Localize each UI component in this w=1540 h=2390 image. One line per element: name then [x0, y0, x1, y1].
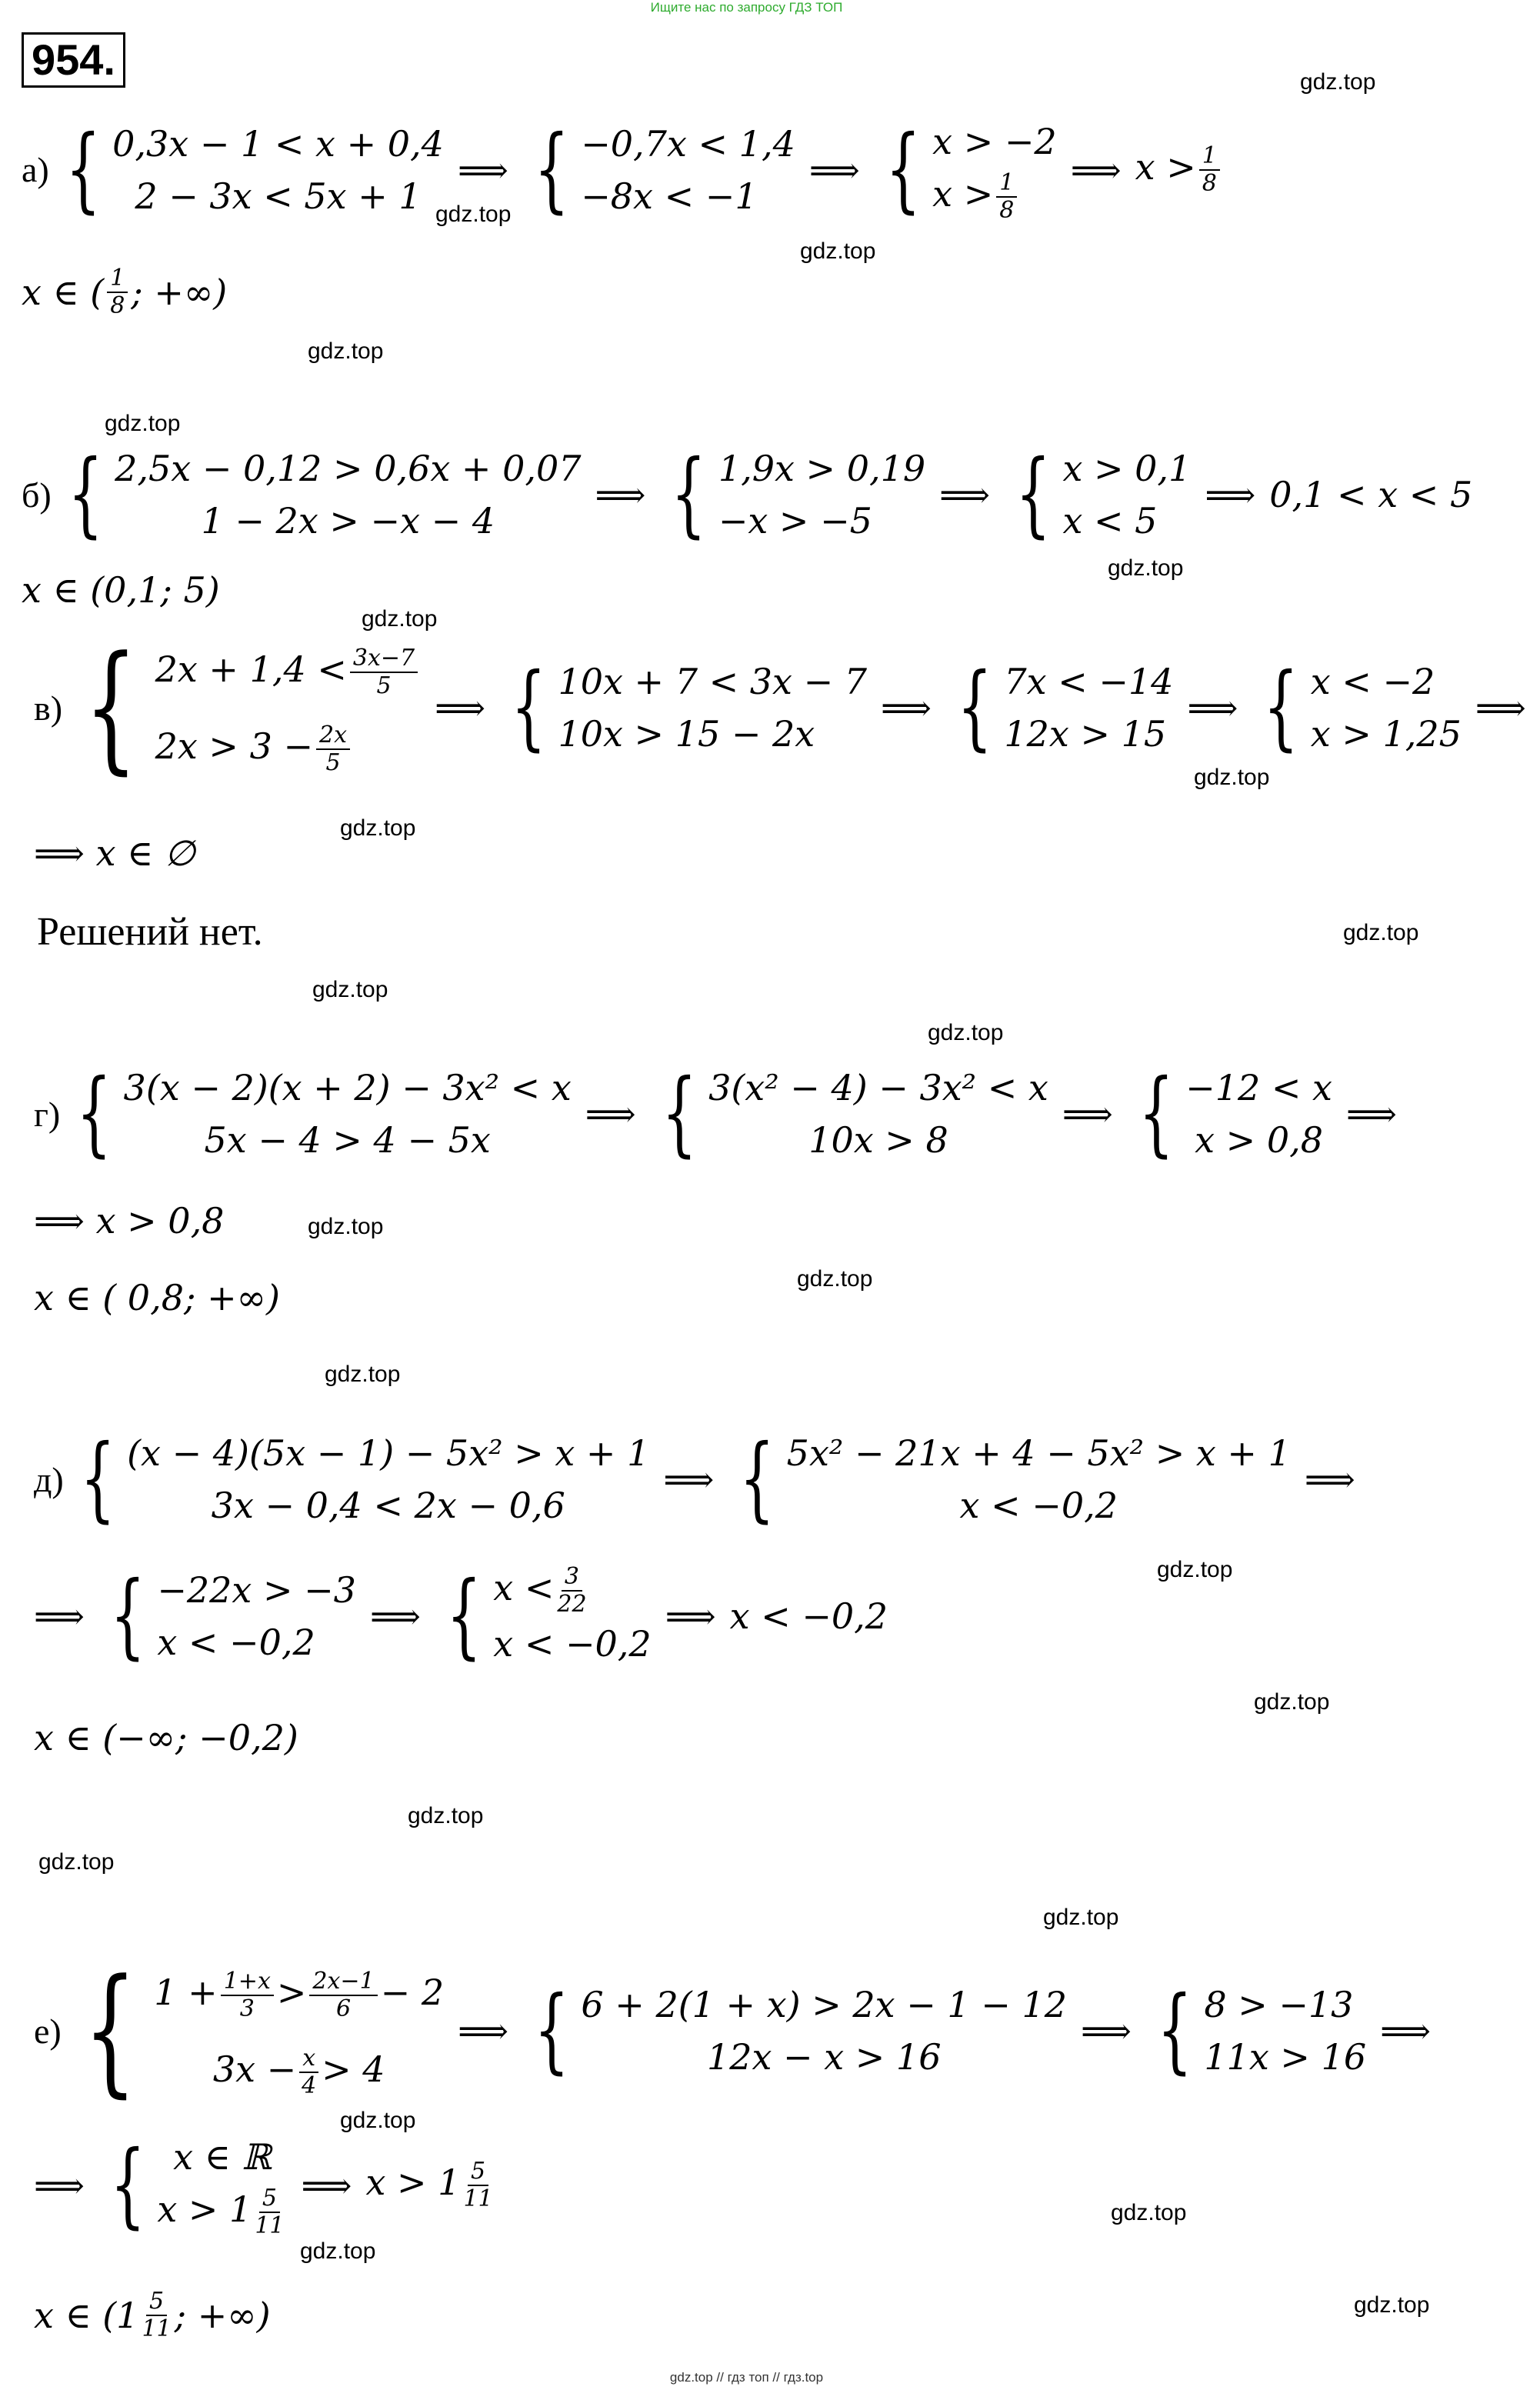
result: x > 1 $\frac{5}{11}$	[365, 2157, 493, 2212]
inequality: (x − 4)(5x − 1) − 5x² > x + 1	[127, 1432, 650, 1474]
result: x < −0,2	[729, 1595, 888, 1637]
implies-arrow: ⟹	[808, 148, 860, 191]
part-v-continuation: ⟹ x ∈ ∅	[34, 832, 195, 874]
inequality: 1 − 2x > −x − 4	[201, 500, 495, 542]
watermark: gdz.top	[362, 606, 438, 632]
implies-arrow: ⟹	[34, 2164, 85, 2206]
watermark: gdz.top	[928, 1020, 1004, 1045]
implies-arrow: ⟹	[1070, 148, 1122, 191]
watermark: gdz.top	[1254, 1689, 1330, 1715]
part-d-continuation: ⟹ { −22x > −3 x < −0,2 ⟹ { x < $\frac{3}{22}$ x < −0,2 ⟹ x < −0,2	[34, 1562, 888, 1669]
watermark: gdz.top	[800, 238, 876, 264]
inequality: 0,3x − 1 < x + 0,4	[112, 122, 444, 165]
part-d-answer: x ∈ (−∞; −0,2)	[34, 1717, 298, 1758]
implies-arrow: ⟹	[595, 474, 646, 515]
inequality: x < −0,2	[959, 1485, 1118, 1526]
watermark: gdz.top	[1300, 69, 1376, 95]
part-b-line: б) { 2,5x − 0,12 > 0,6x + 0,07 1 − 2x > −x − 4 ⟹ { 1,9x > 0,19 −x > −5 ⟹ { x > 0,1 x < 5 ⟹ 0,1 < x < 5	[22, 441, 1473, 548]
part-b-label: б)	[22, 475, 52, 515]
inequality: 10x > 8	[808, 1119, 948, 1161]
inequality: −8x < −1	[581, 175, 758, 217]
no-solution-text: Решений нет.	[37, 910, 263, 954]
inequality: x > 0,1	[1062, 448, 1192, 489]
inequality: 1 + $\frac{1+x}{3}$ > $\frac{2x-1}{6}$ − 2	[154, 1968, 445, 2022]
problem-number: 954.	[22, 32, 125, 88]
watermark: gdz.top	[1194, 765, 1270, 790]
watermark: gdz.top	[340, 2108, 416, 2133]
part-e-answer: x ∈ (1 $\frac{5}{11}$ ; +∞)	[34, 2288, 271, 2342]
watermark: gdz.top	[1157, 1557, 1233, 1582]
watermark: gdz.top	[797, 1266, 873, 1292]
implies-arrow: ⟹	[1380, 2010, 1432, 2052]
implies-arrow: ⟹	[665, 1595, 716, 1637]
inequality: −12 < x	[1185, 1067, 1332, 1108]
implies-arrow: ⟹	[1345, 1093, 1397, 1135]
inequality: x > −2	[932, 121, 1057, 162]
inequality: x < 5	[1062, 500, 1158, 542]
system	[54, 115, 444, 223]
inequality: 7x < −14	[1004, 661, 1174, 702]
implies-arrow: ⟹	[458, 2010, 509, 2052]
watermark: gdz.top	[408, 1803, 484, 1828]
inequality: 1,9x > 0,19	[718, 448, 926, 489]
implies-arrow: ⟹	[1187, 687, 1238, 728]
implies-arrow: ⟹	[663, 1458, 715, 1500]
part-v-line: в) { 2x + 1,4 < $\frac{3x-7}{5}$ 2x > 3 − $\frac{2x}{5}$ ⟹ { 10x + 7 < 3x − 7 10x > 15 − 2x ⟹ { 7x < −14 12x > 15 ⟹ { x < −2 x > 1,25 ⟹	[34, 627, 1526, 788]
inequality: x > 1,25	[1310, 713, 1462, 755]
watermark: gdz.top	[435, 202, 512, 227]
part-a-answer: x ∈ ( $\frac{1}{8}$ ; +∞)	[22, 265, 228, 319]
inequality: 3x − $\frac{x}{4}$ > 4	[212, 2045, 385, 2099]
inequality: 2x + 1,4 < $\frac{3x-7}{5}$	[155, 631, 422, 708]
watermark: gdz.top	[38, 1849, 115, 1875]
watermark: gdz.top	[105, 411, 181, 436]
implies-arrow: ⟹	[1205, 474, 1256, 515]
brace: {	[534, 115, 569, 223]
inequality: 2,5x − 0,12 > 0,6x + 0,07	[115, 448, 582, 489]
watermark: gdz.top	[308, 1214, 384, 1239]
watermark: gdz.top	[1111, 2200, 1187, 2225]
top-banner: Ищите нас по запросу ГДЗ ТОП	[650, 0, 843, 15]
footer: gdz.top // гдз топ // гдз.top	[669, 2370, 824, 2385]
result: 0,1 < x < 5	[1269, 474, 1473, 515]
inequality: −22x > −3	[157, 1568, 356, 1611]
implies-arrow: ⟹	[939, 474, 991, 515]
inequality: 8 > −13	[1204, 1984, 1354, 2025]
inequality: 10x + 7 < 3x − 7	[558, 661, 868, 702]
part-g-line: г) { 3(x − 2)(x + 2) − 3x² < x 5x − 4 > 4 − 5x ⟹ { 3(x² − 4) − 3x² < x 10x > 8 ⟹ { −12 < x x > 0,8 ⟹	[34, 1060, 1397, 1167]
part-d-label: д)	[34, 1459, 64, 1499]
watermark: gdz.top	[308, 338, 384, 364]
implies-arrow: ⟹	[301, 2164, 352, 2206]
system	[874, 115, 1057, 224]
part-g-continuation: ⟹ x > 0,8	[34, 1200, 225, 1242]
inequality: x > 1 $\frac{5}{11}$	[157, 2185, 285, 2239]
inequality: 10x > 15 − 2x	[558, 713, 815, 755]
part-v-label: в)	[34, 688, 63, 728]
inequality: x > $\frac{1}{8}$	[932, 168, 1020, 224]
implies-arrow: ⟹	[1475, 687, 1526, 728]
inequality: x < −2	[1310, 661, 1435, 702]
part-e-label: е)	[34, 2011, 62, 2051]
part-e-line: е) { 1 + $\frac{1+x}{3}$ > $\frac{2x-1}{6}$ − 2 3x − $\frac{x}{4}$ > 4 ⟹ { 6 + 2(1 + x) > 2x − 1 − 12 12x − x > 16 ⟹ { 8 > −13 11x > 16 ⟹	[34, 1950, 1432, 2111]
part-a-label: а)	[22, 150, 49, 189]
inequality: x < $\frac{3}{22}$	[493, 1563, 587, 1618]
part-g-answer: x ∈ ( 0,8; +∞)	[34, 1277, 280, 1318]
brace: {	[65, 115, 101, 223]
watermark: gdz.top	[312, 977, 388, 1002]
implies-arrow: ⟹	[435, 687, 486, 728]
inequality: 11x > 16	[1204, 2036, 1367, 2078]
result: x > $\frac{1}{8}$	[1135, 143, 1223, 197]
inequality: 3(x − 2)(x + 2) − 3x² < x	[123, 1067, 572, 1108]
part-g-label: г)	[34, 1094, 61, 1134]
inequality: 12x > 15	[1004, 713, 1167, 755]
inequality: 12x − x > 16	[706, 2036, 942, 2078]
implies-arrow: ⟹	[369, 1595, 421, 1637]
inequality: 5x² − 21x + 4 − 5x² > x + 1	[786, 1432, 1291, 1474]
system	[522, 115, 795, 223]
watermark: gdz.top	[1108, 555, 1184, 581]
part-e-continuation: ⟹ { x ∈ ℝ x > 1 $\frac{5}{11}$ ⟹ x > 1 $\frac{5}{11}$	[34, 2131, 496, 2239]
inequality: 5x − 4 > 4 − 5x	[204, 1119, 491, 1161]
inequality: 3(x² − 4) − 3x² < x	[708, 1067, 1048, 1108]
inequality: 2 − 3x < 5x + 1	[135, 175, 422, 217]
inequality: −x > −5	[718, 500, 872, 542]
implies-arrow: ⟹	[881, 687, 932, 728]
watermark: gdz.top	[325, 1362, 401, 1387]
part-b-answer: x ∈ (0,1; 5)	[22, 569, 220, 611]
inequality: x < −0,2	[157, 1621, 315, 1663]
part-d-line: д) { (x − 4)(5x − 1) − 5x² > x + 1 3x − 0,4 < 2x − 0,6 ⟹ { 5x² − 21x + 4 − 5x² > x + 1 x < −0,2 ⟹	[34, 1425, 1355, 1532]
implies-arrow: ⟹	[457, 148, 508, 191]
inequality: x < −0,2	[493, 1623, 652, 1665]
watermark: gdz.top	[1354, 2292, 1430, 2318]
implies-arrow: ⟹	[1304, 1458, 1355, 1500]
inequality: 6 + 2(1 + x) > 2x − 1 − 12	[581, 1984, 1067, 2025]
inequality: x > 0,8	[1195, 1119, 1323, 1161]
watermark: gdz.top	[1343, 920, 1419, 945]
inequality: 2x > 3 − $\frac{2x}{5}$	[155, 708, 353, 785]
implies-arrow: ⟹	[34, 1595, 85, 1637]
inequality: 3x − 0,4 < 2x − 0,6	[211, 1485, 565, 1526]
watermark: gdz.top	[340, 815, 416, 841]
implies-arrow: ⟹	[1081, 2010, 1132, 2052]
implies-arrow: ⟹	[585, 1093, 636, 1135]
brace: {	[885, 115, 921, 223]
part-a-line	[22, 115, 1223, 224]
watermark: gdz.top	[300, 2238, 376, 2264]
watermark: gdz.top	[1043, 1905, 1119, 1930]
inequality: −0,7x < 1,4	[581, 122, 795, 165]
implies-arrow: ⟹	[1062, 1093, 1113, 1135]
inequality: x ∈ ℝ	[173, 2136, 272, 2178]
